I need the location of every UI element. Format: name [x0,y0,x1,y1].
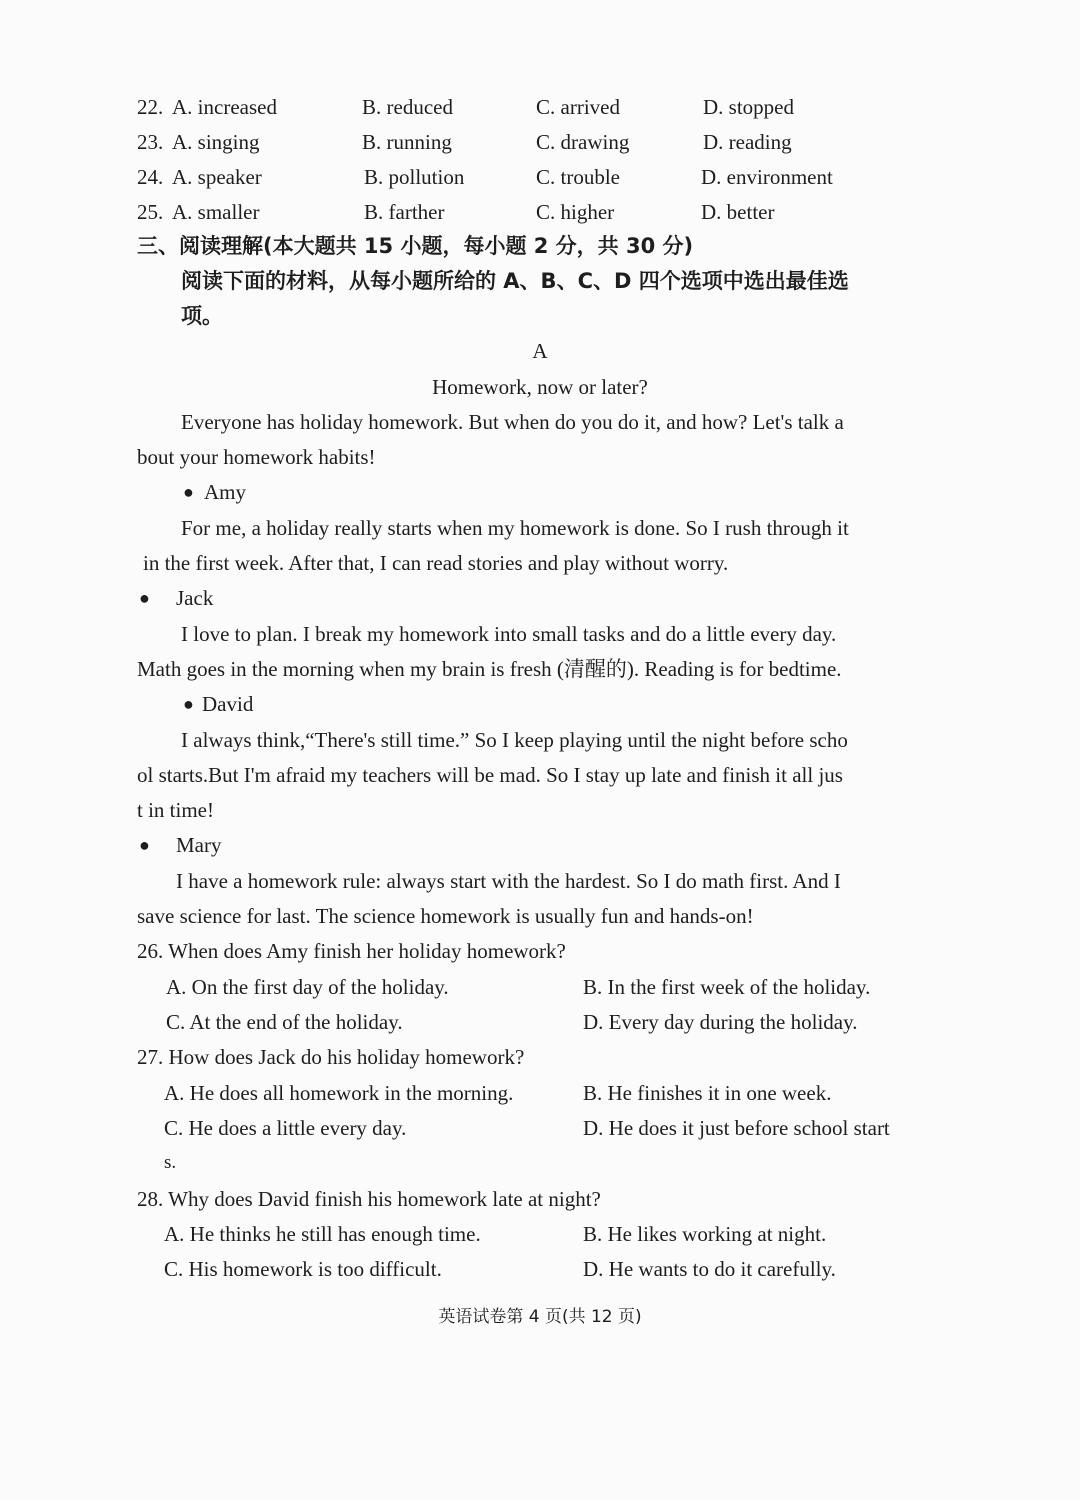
q24-option-d: D. environment [701,165,833,189]
q28-stem: 28. Why does David finish his homework late at night? [137,1187,601,1211]
bullet-icon: ● [139,588,150,608]
q23-option-b: B. running [362,130,452,154]
jack-paragraph-wrap: Math goes in the morning when my brain is fresh (清醒的). Reading is for bedtime. [137,657,842,681]
q23-option-c: C. drawing [536,130,630,154]
q28-option-c: C. His homework is too difficult. [164,1257,442,1281]
q27-stem: 27. How does Jack do his holiday homework? [137,1045,525,1069]
section-instruction-wrap: 项。 [181,304,223,328]
amy-paragraph-wrap: in the first week. After that, I can read stories and play without worry. [143,551,729,575]
q24-option-c: C. trouble [536,165,620,189]
q22-option-c: C. arrived [536,95,620,119]
q23-option-a: A. singing [172,130,260,154]
passage-title: Homework, now or later? [432,375,648,399]
q24-option-a: A. speaker [172,165,262,189]
q26-stem: 26. When does Amy finish her holiday homework? [137,939,566,963]
q28-option-b: B. He likes working at night. [583,1222,827,1246]
david-paragraph-wrap: ol starts.But I'm afraid my teachers will be mad. So I stay up late and finish it all jus [137,763,843,787]
q26-option-b: B. In the first week of the holiday. [583,975,871,999]
q22-option-a: A. increased [172,95,277,119]
david-name: David [202,692,254,716]
q23-option-d: D. reading [703,130,792,154]
passage-label: A [532,339,548,363]
bullet-icon: ● [139,835,150,855]
mary-name: Mary [176,833,222,857]
mary-paragraph-wrap: save science for last. The science homework is usually fun and hands-on! [137,904,754,928]
q27-option-c: C. He does a little every day. [164,1116,407,1140]
q22-option-d: D. stopped [703,95,794,119]
intro-paragraph-wrap: bout your homework habits! [137,445,376,469]
intro-paragraph: Everyone has holiday homework. But when do you do it, and how? Let's talk a [181,410,844,434]
q22-option-b: B. reduced [362,95,453,119]
q26-option-d: D. Every day during the holiday. [583,1010,858,1034]
amy-name: Amy [204,480,246,504]
q26-option-a: A. On the first day of the holiday. [166,975,449,999]
section-heading: 三、阅读理解(本大题共 15 小题，每小题 2 分，共 30 分) [137,234,694,258]
q23-number: 23. [137,130,164,154]
q27-option-d: D. He does it just before school start [583,1116,890,1140]
bullet-icon: ● [183,694,194,714]
q24-number: 24. [137,165,164,189]
david-paragraph-wrap: t in time! [137,798,214,822]
q25-option-b: B. farther [364,200,445,224]
jack-paragraph: I love to plan. I break my homework into small tasks and do a little every day. [181,622,837,646]
q25-option-a: A. smaller [172,200,260,224]
amy-paragraph: For me, a holiday really starts when my homework is done. So I rush through it [181,516,849,540]
jack-name: Jack [176,586,214,610]
q27-option-a: A. He does all homework in the morning. [164,1081,514,1105]
q25-option-d: D. better [701,200,775,224]
q25-option-c: C. higher [536,200,615,224]
david-paragraph: I always think,“There's still time.” So I keep playing until the night before scho [181,728,848,752]
q27-option-b: B. He finishes it in one week. [583,1081,832,1105]
q22-number: 22. [137,95,164,119]
q27-option-d-wrap: s. [164,1152,177,1173]
mary-paragraph: I have a homework rule: always start with the hardest. So I do math first. And I [176,869,841,893]
bullet-icon: ● [183,482,194,502]
section-instruction: 阅读下面的材料，从每小题所给的 A、B、C、D 四个选项中选出最佳选 [181,269,849,293]
q28-option-a: A. He thinks he still has enough time. [164,1222,481,1246]
q24-option-b: B. pollution [364,165,465,189]
q26-option-c: C. At the end of the holiday. [166,1010,403,1034]
q25-number: 25. [137,200,164,224]
q28-option-d: D. He wants to do it carefully. [583,1257,836,1281]
page-footer: 英语试卷第 4 页(共 12 页) [438,1307,642,1327]
